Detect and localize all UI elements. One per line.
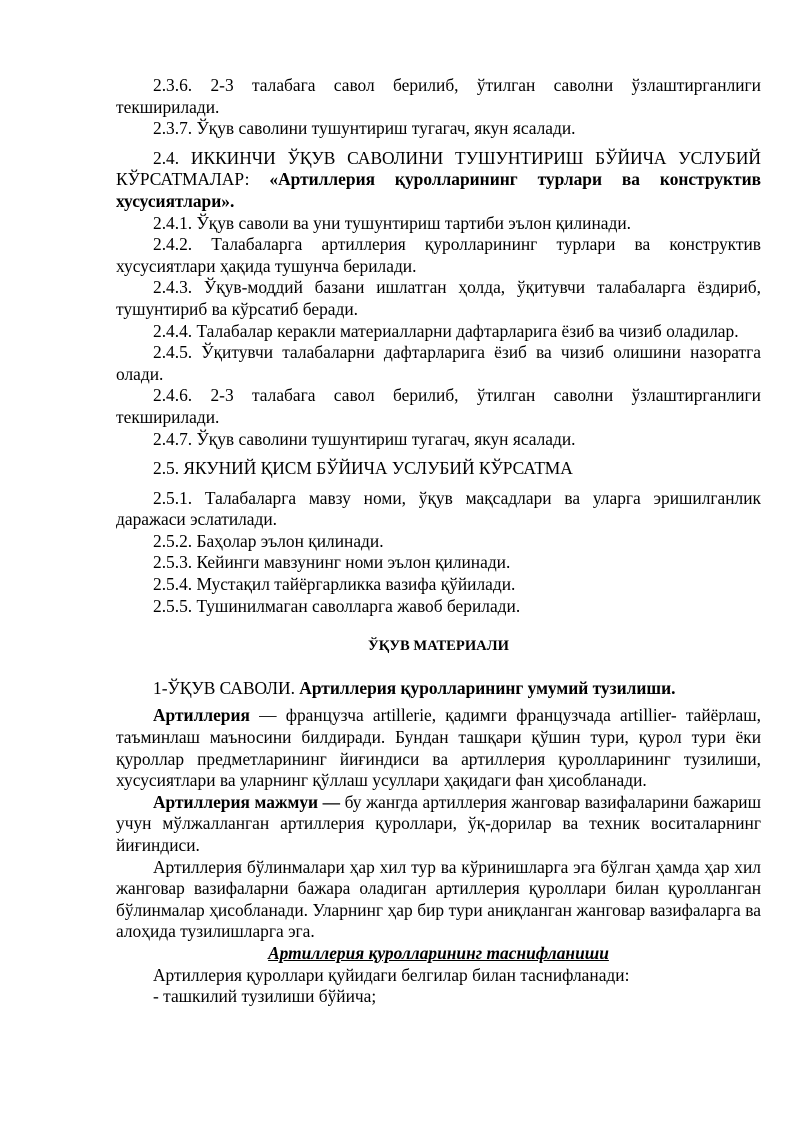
- paragraph-artillery-complex: [116, 792, 761, 857]
- question-1-prefix: 1-ЎҚУВ САВОЛИ.: [153, 677, 300, 698]
- question-1-heading: [116, 678, 761, 700]
- classification-item-1: - ташкилий тузилиши бўйича;: [153, 986, 377, 1007]
- paragraph-2-5-4: 2.5.4. Мустақил тайёргарликка вазифа қўйилади.: [153, 574, 516, 595]
- artillery-definition-text: — французча artillerie, қадимги французчада artillier- тайёрлаш, таъминлаш маъносини билдиради. Бундан ташқари қўшин тури, қурол тури ёки қуроллар предметларининг йиғиндиси ва артиллерия қуролларининг тузилиши, хусусиятлари ва уларнинг қўллаш усуллари ҳақидаги фан ҳисобланади.: [116, 705, 761, 791]
- classification-heading-text: Артиллерия қуролларининг таснифланиши: [268, 942, 609, 963]
- study-material-title: ЎҚУВ МАТЕРИАЛИ: [368, 638, 509, 655]
- paragraph-classification-intro: Артиллерия қуроллари қуйидаги белгилар билан таснифланади:: [153, 964, 630, 985]
- paragraph-2-4-2: 2.4.2. Талабаларга артиллерия қуролларининг турлари ва конструктив хусусиятлари ҳақида тушунча берилади.: [116, 234, 761, 276]
- section-2-4-heading-topic: «Артиллерия қуролларининг турлари ва конструктив хусусиятлари».: [116, 169, 761, 211]
- classification-heading: [116, 943, 761, 965]
- document-body: [116, 75, 761, 1008]
- paragraph-2-4-1: 2.4.1. Ўқув саволи ва уни тушунтириш тартиби эълон қилинади.: [153, 212, 632, 233]
- paragraph-artillery-units: Артиллерия бўлинмалари ҳар хил тур ва кўринишларга эга бўлган ҳамда ҳар хил жанговар вазифаларни бажара оладиган артиллерия қуроллари билан қуролланган бўлинмалар ҳисобланади. Уларнинг ҳар бир тури аниқланган жанговар вазифаларга ва алоҳида тузилишларга эга.: [116, 856, 761, 942]
- paragraph-2-4-7: 2.4.7. Ўқув саволини тушунтириш тугагач, якун ясалади.: [153, 428, 576, 449]
- paragraph-2-4-4: 2.4.4. Талабалар керакли материалларни дафтарларига ёзиб ва чизиб оладилар.: [153, 320, 739, 341]
- paragraph-2-5-2: 2.5.2. Баҳолар эълон қилинади.: [153, 530, 384, 551]
- paragraph-2-4-3: 2.4.3. Ўқув-моддий базани ишлатган ҳолда, ўқитувчи талабаларга ёздириб, тушунтириб ва кўрсатиб беради.: [116, 277, 761, 319]
- paragraph-2-4-5: 2.4.5. Ўқитувчи талабаларни дафтарларига ёзиб ва чизиб олишини назоратга олади.: [116, 342, 761, 384]
- term-artillery: Артиллерия: [153, 705, 250, 726]
- paragraph-2-5-1: 2.5.1. Талабаларга мавзу номи, ўқув мақсадлари ва уларга эришилганлик даражаси эслатилади.: [116, 487, 761, 530]
- artillery-complex-text: бу жангда артиллерия жанговар вазифаларини бажариш учун мўлжалланган артиллерия қуроллари, ўқ-дорилар ва техник воситаларнинг йиғиндиси.: [116, 791, 761, 855]
- paragraph-2-4-6: 2.4.6. 2-3 талабага савол берилиб, ўтилган саволни ўзлаштирганлиги текширилади.: [116, 385, 761, 427]
- paragraph-2-3-6: 2.3.6. 2-3 талабага савол берилиб, ўтилган саволни ўзлаштирганлиги текширилади.: [116, 75, 761, 117]
- paragraph-2-5-3: 2.5.3. Кейинги мавзунинг номи эълон қилинади.: [153, 552, 511, 573]
- section-2-5-heading: 2.5. ЯКУНИЙ ҚИСМ БЎЙИЧА УСЛУБИЙ КЎРСАТМА: [153, 458, 573, 479]
- term-artillery-complex: Артиллерия мажмуи —: [153, 791, 341, 812]
- section-2-4-heading: [116, 148, 761, 213]
- paragraph-2-3-7: 2.3.7. Ўқув саволини тушунтириш тугагач, якун ясалади.: [153, 118, 576, 139]
- section-2-4-heading-text: 2.4. ИККИНЧИ ЎҚУВ САВОЛИНИ ТУШУНТИРИШ БЎЙИЧА УСЛУБИЙ КЎРСАТМАЛАР:: [116, 147, 761, 190]
- question-1-title: Артиллерия қуролларининг умумий тузилиши.: [299, 677, 676, 698]
- paragraph-2-5-5: 2.5.5. Тушинилмаган саволларга жавоб берилади.: [153, 595, 521, 616]
- paragraph-artillery-definition: [116, 705, 761, 791]
